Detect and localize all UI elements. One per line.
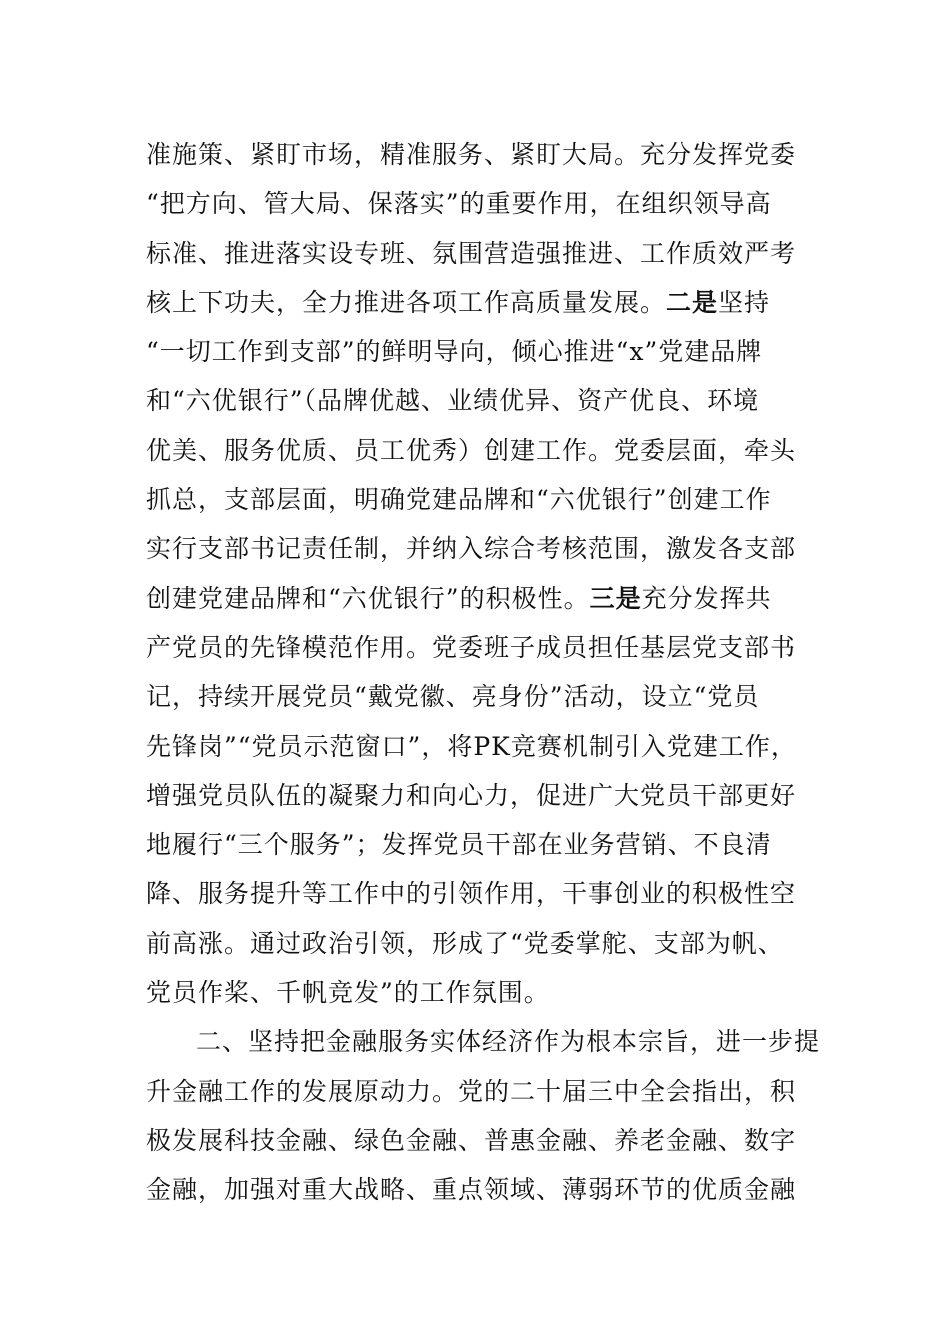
text-segment: 二、坚持把金融服务实体经济作为根本宗旨，进一步提 (196, 1027, 821, 1057)
text-segment: 准施策、紧盯市场，精准服务、紧盯大局。充分发挥党委 (146, 140, 797, 169)
body-text (146, 130, 821, 1215)
text-line (146, 426, 816, 475)
text-segment: 极发展科技金融、绿色金融、普惠金融、养老金融、数字 (146, 1125, 797, 1155)
paragraph-2 (146, 1017, 821, 1214)
text-segment: 记，持续开展党员“戴党徽、亮身份”活动，设立“党员 (146, 682, 760, 712)
text-segment: 充分发挥共 (641, 583, 772, 613)
text-line (146, 229, 816, 278)
text-segment: 先锋岗”“党员示范窗口”，将PK竞赛机制引入党建工作， (146, 731, 797, 761)
text-line (146, 574, 816, 623)
text-line (146, 919, 816, 968)
text-segment: 实行支部书记责任制，并纳入综合考核范围，激发各支部 (146, 534, 797, 564)
text-line (146, 1017, 821, 1066)
text-segment: 优美、服务优质、员工优秀）创建工作。党委层面，牵头 (146, 435, 797, 465)
text-line (146, 1067, 816, 1116)
text-line (146, 376, 816, 425)
text-line (146, 1116, 816, 1165)
text-line (146, 179, 816, 228)
text-segment: 降、服务提升等工作中的引领作用，干事创业的积极性空 (146, 879, 797, 909)
text-segment: 党员作桨、千帆竞发”的工作氛围。 (146, 978, 550, 1008)
text-segment: 和“六优银行”（品牌优越、业绩优异、资产优良、环境 (146, 386, 760, 416)
text-segment: 地履行“三个服务”；发挥党员干部在业务营销、不良清 (146, 830, 772, 860)
text-line (146, 475, 816, 524)
text-segment: 前高涨。通过政治引领，形成了“党委掌舵、支部为帆、 (146, 928, 784, 958)
text-segment: 核上下功夫，全力推进各项工作高质量发展。 (146, 287, 667, 317)
text-segment: “一切工作到支部”的鲜明导向，倾心推进“x”党建品牌 (146, 337, 763, 367)
text-segment: 金融，加强对重大战略、重点领域、薄弱环节的优质金融 (146, 1175, 797, 1205)
text-segment: 抓总，支部层面，明确党建品牌和“六优银行”创建工作 (146, 485, 772, 515)
text-segment: 坚持 (718, 287, 771, 317)
text-line (146, 771, 816, 820)
text-line (146, 722, 816, 771)
text-line (146, 278, 816, 327)
bold-text: 三是 (589, 583, 642, 613)
text-line (146, 130, 816, 179)
text-line (146, 968, 816, 1017)
text-line (146, 327, 816, 376)
text-line (146, 869, 816, 918)
text-segment: 升金融工作的发展原动力。党的二十届三中全会指出，积 (146, 1076, 797, 1106)
text-segment: 产党员的先锋模范作用。党委班子成员担任基层党支部书 (146, 632, 797, 662)
text-line (146, 524, 816, 573)
text-segment: 标准、推进落实设专班、氛围营造强推进、工作质效严考 (146, 238, 797, 268)
text-segment: “把方向、管大局、保落实”的重要作用，在组织领导高 (146, 189, 772, 219)
bold-text: 二是 (666, 287, 719, 317)
text-segment: 创建党建品牌和“六优银行”的积极性。 (146, 583, 590, 613)
text-line (146, 1165, 816, 1214)
text-line (146, 623, 816, 672)
text-segment: 增强党员队伍的凝聚力和向心力，促进广大党员干部更好 (146, 780, 797, 810)
paragraph-1 (146, 130, 816, 1017)
text-line (146, 672, 816, 721)
text-line (146, 820, 816, 869)
